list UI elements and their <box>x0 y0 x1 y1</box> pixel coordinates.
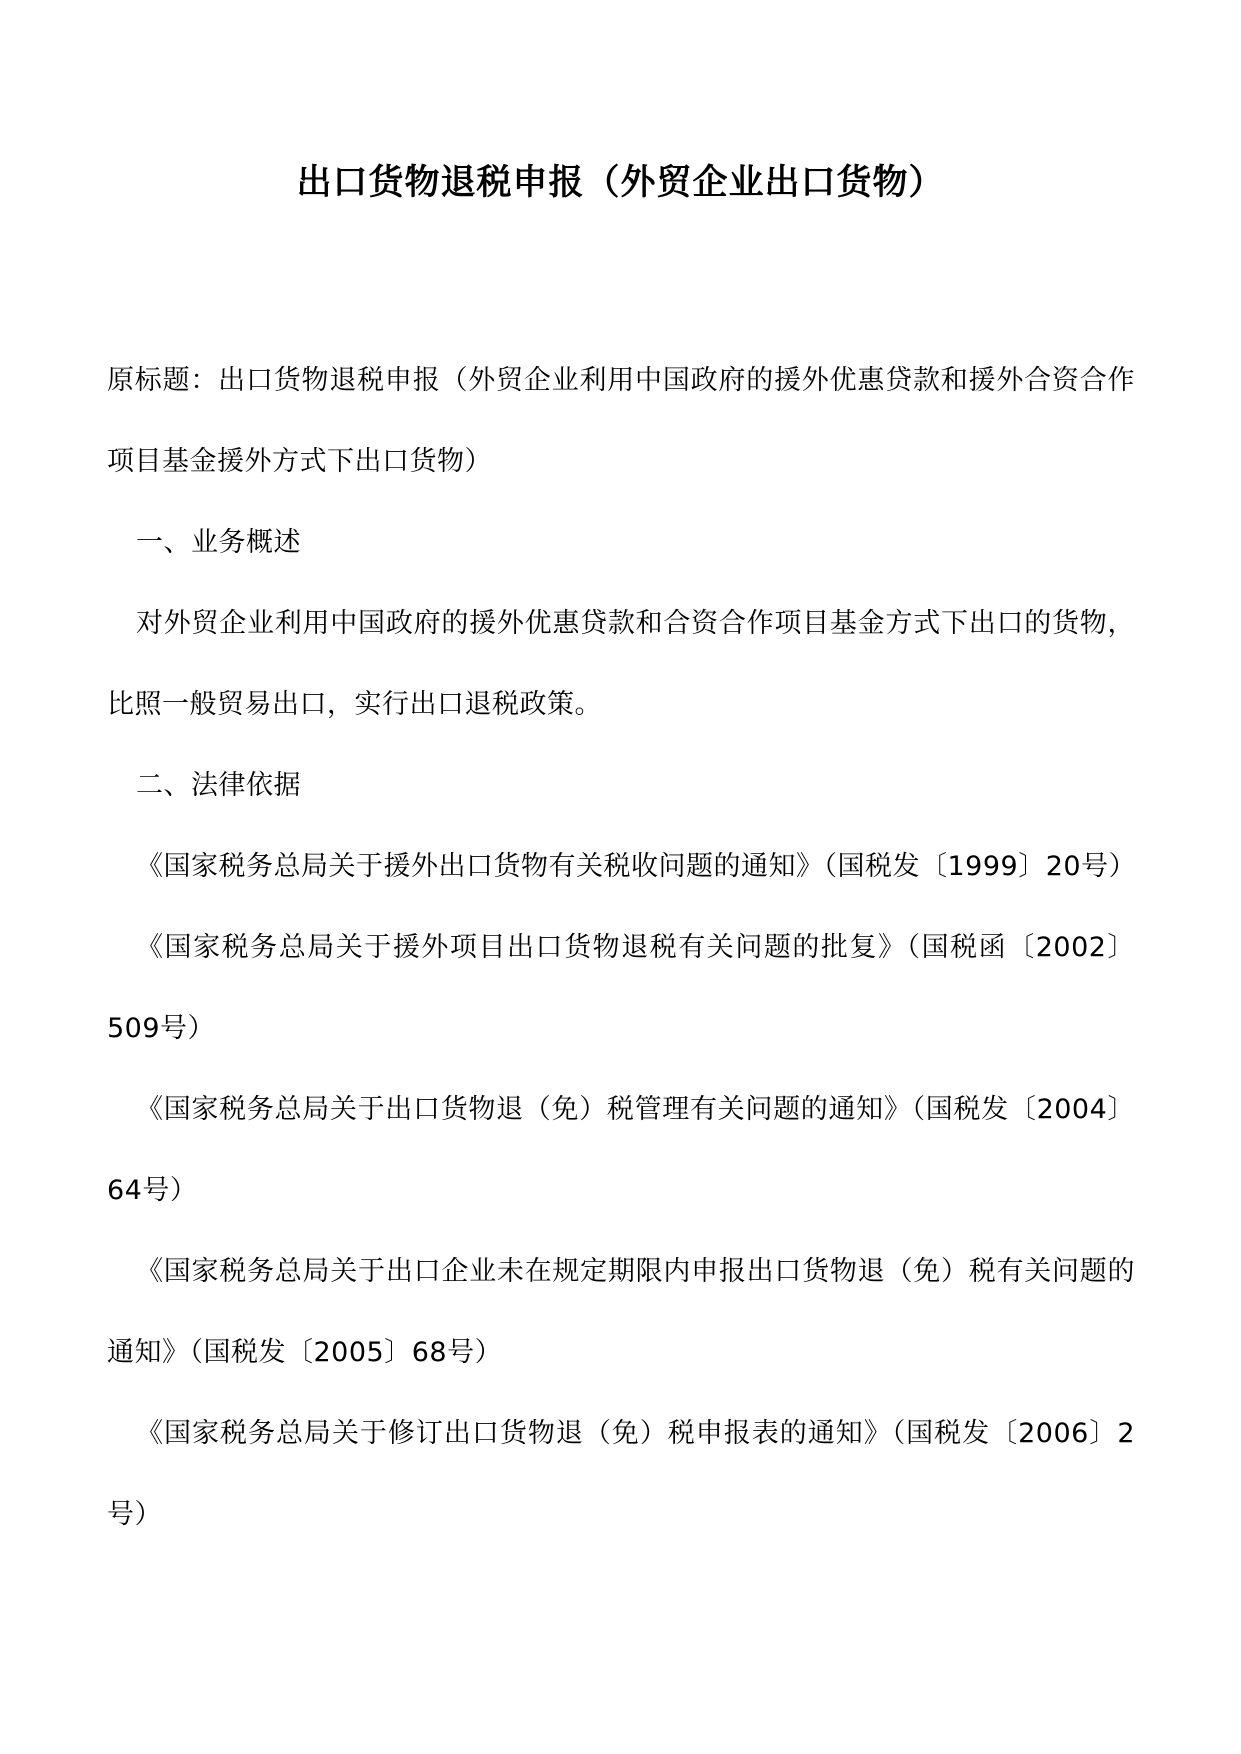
legal-reference: 《国家税务总局关于修订出口货物退（免）税申报表的通知》（国税发〔2006〕2号） <box>107 1418 1135 1530</box>
original-title: 原标题：出口货物退税申报（外贸企业利用中国政府的援外优惠贷款和援外合资合作项目基金援外方式下出口货物） <box>107 365 1135 477</box>
legal-reference: 《国家税务总局关于援外出口货物有关税收问题的通知》（国税发〔1999〕20号） <box>136 851 1137 882</box>
overview-paragraph: 对外贸企业利用中国政府的援外优惠贷款和合资合作项目基金方式下出口的货物，比照一般贸易出口，实行出口退税政策。 <box>107 608 1135 720</box>
document-title: 出口货物退税申报（外贸企业出口货物） <box>296 162 945 203</box>
legal-reference: 《国家税务总局关于出口货物退（免）税管理有关问题的通知》（国税发〔2004〕64号） <box>107 1094 1135 1206</box>
section-heading-overview: 一、业务概述 <box>136 527 301 558</box>
document-body <box>107 340 1135 1555</box>
section-heading-legal-basis: 二、法律依据 <box>136 770 301 801</box>
legal-reference: 《国家税务总局关于援外项目出口货物退税有关问题的批复》（国税函〔2002〕509号） <box>107 932 1135 1044</box>
legal-reference: 《国家税务总局关于出口企业未在规定期限内申报出口货物退（免）税有关问题的通知》（国税发〔2005〕68号） <box>107 1256 1135 1368</box>
